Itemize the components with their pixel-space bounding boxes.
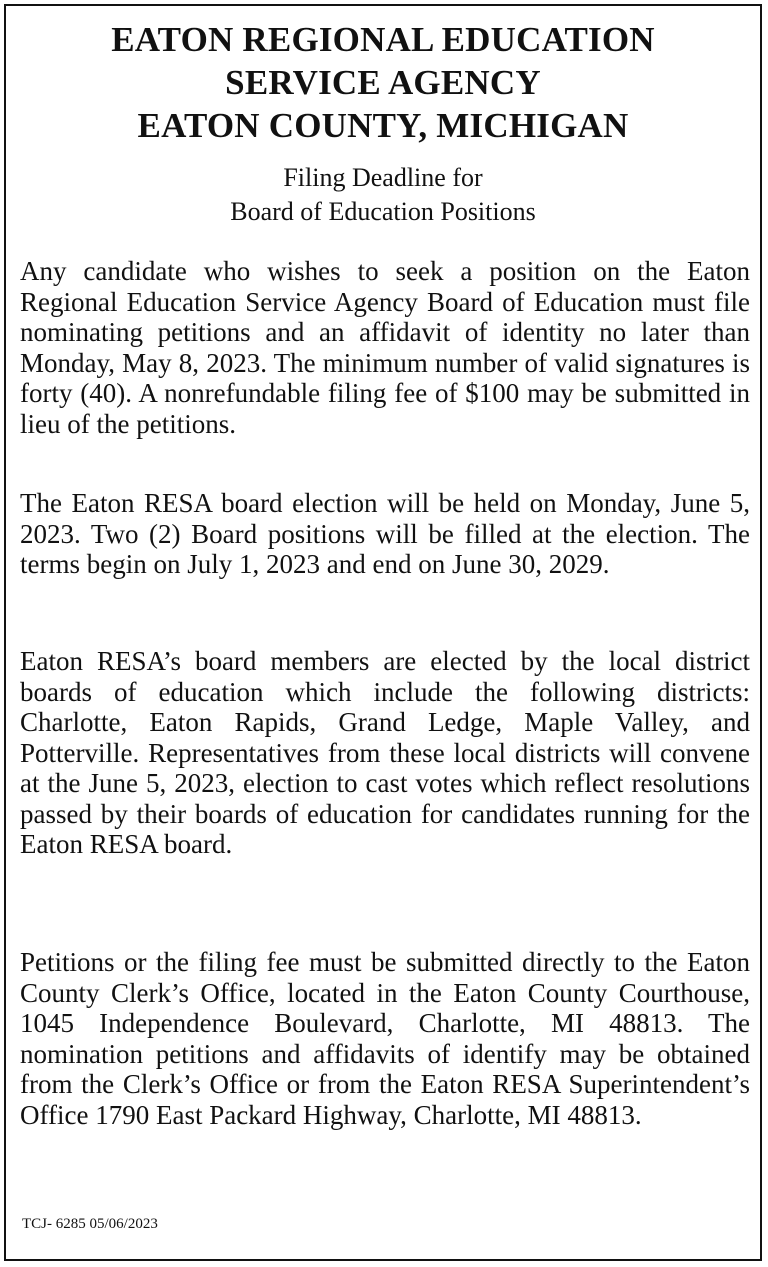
subtitle-line-filing-deadline: Filing Deadline for bbox=[283, 163, 483, 192]
notice-subtitle bbox=[6, 161, 760, 229]
paragraph-submission-location: Petitions or the filing fee must be submitted directly to the Eaton County Clerk’s Office, located in the Eaton County Courthouse, 1045 Independence Boulevard, Charlotte, MI 48813. The nomination petitions and affidavits of identify may be obtained from the Clerk’s Office or from the Eaton RESA Superintendent’s Office 1790 East Packard Highway, Charlotte, MI 48813. bbox=[20, 947, 750, 1130]
title-line-county: EATON COUNTY, MICHIGAN bbox=[137, 106, 629, 145]
subtitle-line-board-positions: Board of Education Positions bbox=[230, 197, 536, 226]
notice-reference-code: TCJ- 6285 05/06/2023 bbox=[22, 1216, 158, 1232]
title-line-agency: EATON REGIONAL EDUCATION bbox=[111, 20, 655, 59]
paragraph-filing-requirements: Any candidate who wishes to seek a position on the Eaton Regional Education Service Agency Board of Education must file nominating petitions and an affidavit of identity no later than Monday, May 8, 2023. The minimum number of valid signatures is forty (40). A nonrefundable filing fee of $100 may be submitted in lieu of the petitions. bbox=[20, 256, 750, 439]
paragraph-election-date: The Eaton RESA board election will be held on Monday, June 5, 2023. Two (2) Board positions will be filled at the election. The terms begin on July 1, 2023 and end on June 30, 2029. bbox=[20, 488, 750, 579]
legal-notice bbox=[4, 4, 762, 1261]
notice-title bbox=[6, 18, 760, 147]
title-line-service-agency: SERVICE AGENCY bbox=[225, 63, 541, 102]
paragraph-board-members: Eaton RESA’s board members are elected by the local district boards of education which include the following districts: Charlotte, Eaton Rapids, Grand Ledge, Maple Valley, and Potterville. Representatives from these local districts will convene at the June 5, 2023, election to cast votes which reflect resolutions passed by their boards of education for candidates running for the Eaton RESA board. bbox=[20, 646, 750, 859]
